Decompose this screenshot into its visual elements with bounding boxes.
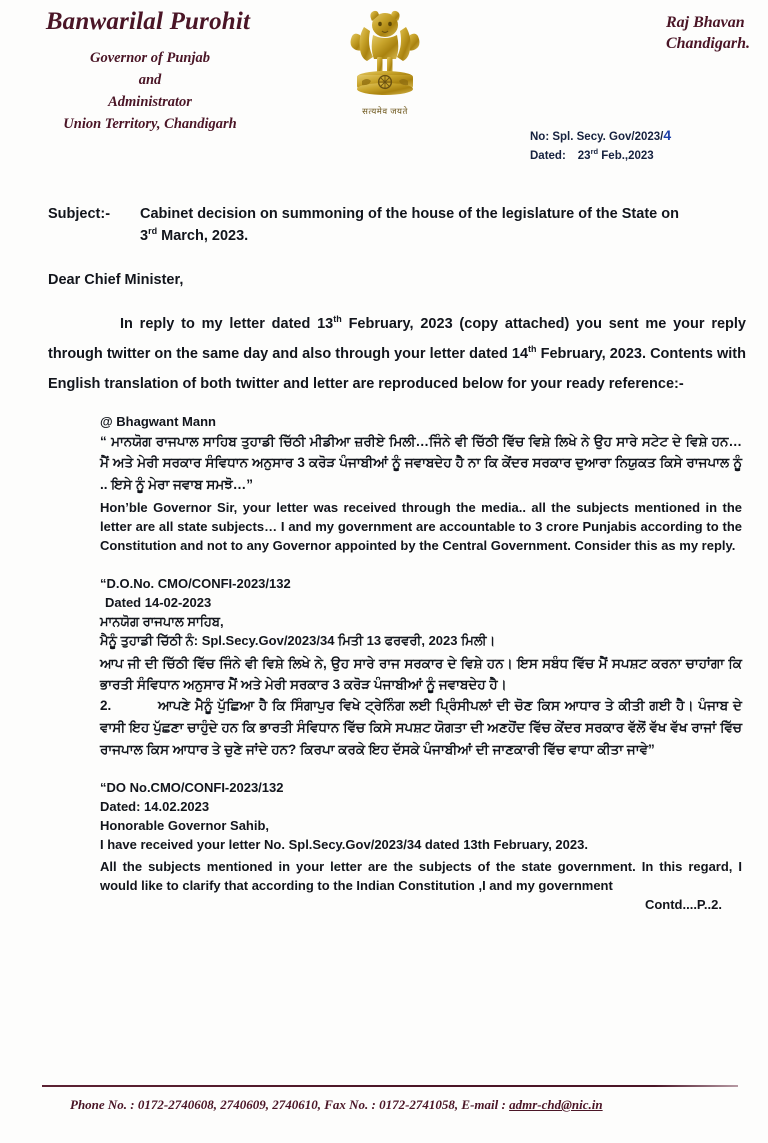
governor-name: Banwarilal Purohit (45, 8, 251, 35)
do-letter-english-header (100, 778, 742, 855)
subject-line-2-rest: March, 2023. (161, 227, 249, 244)
subject-line-2-ordinal: rd (148, 225, 158, 236)
dated-day: 23 (577, 150, 591, 163)
reference-number-line (530, 125, 671, 146)
tweet-gurmukhi-text: “ ਮਾਨਯੋਗ ਰਾਜਪਾਲ ਸਾਹਿਬ ਤੁਹਾਡੀ ਚਿੱਠੀ ਮੀਡੀਆ ਜ਼ਰੀਏ ਮਿਲੀ…ਜਿੰਨੇ ਵੀ ਚਿੱਠੀ ਵਿੱਚ ਵਿਸ਼ੇ ਲਿਖੇ ਨੇ ਉਹ ਸਾਰੇ ਸਟੇਟ ਦੇ ਵਿਸ਼ੇ ਹਨ… ਮੈਂ ਅਤੇ ਮੇਰੀ ਸਰਕਾਰ ਸੰਵਿਧਾਨ ਅਨੁਸਾਰ 3 ਕਰੋੜ ਪੰਜਾਬੀਆਂ ਨੂੰ ਜਵਾਬਦੇਹ ਹੈ ਨਾ ਕਿ ਕੇਂਦਰ ਸਰਕਾਰ ਦੁਆਰਾ ਨਿਯੁਕਤ ਕਿਸੇ ਰਾਜਪਾਲ ਨੂੰ .. ਇਸੇ ਨੂੰ ਮੇਰਾ ਜਵਾਬ ਸਮਝੋ…” (100, 433, 742, 493)
dated-rest: Feb.,2023 (601, 150, 654, 163)
footer-divider (42, 1085, 738, 1087)
dated-label: Dated: (530, 150, 566, 163)
intro-part-3: February, 2023. Contents with English translation of both twitter and letter are reproduced below for your ready reference:- (48, 345, 746, 392)
tweet-english-translation: Hon’ble Governor Sir, your letter was received through the media.. all the subjects mentioned in the letter are all state subjects… I and my government are accountable to 3 crore Punjabis according to the Constitution and not to any Governor appointed by the Central Government. Consider this as my reply. (100, 500, 742, 553)
do-letter-english-line-2: All the subjects mentioned in your letter are the subjects of the state government. In this regard, I would like to clarify that according to the Indian Constitution ,I and my government (100, 858, 742, 893)
designation-line-3: Administrator (108, 93, 192, 110)
do-letter-header (100, 575, 742, 651)
letterhead-left-block (0, 8, 300, 135)
intro-paragraph (48, 310, 746, 400)
continuation-marker: Contd....P..2. (644, 897, 722, 913)
footer-contact-prefix: Phone No. : 0172-2740608, 2740609, 2740610, Fax No. : 0172-2741058, E-mail : (70, 1097, 510, 1112)
subject-label: Subject:- (48, 206, 111, 222)
do-letter-para-1: ਆਪ ਜੀ ਦੀ ਚਿੱਠੀ ਵਿੱਚ ਜਿੰਨੇ ਵੀ ਵਿਸ਼ੇ ਲਿਖੇ ਨੇ, ਉਹ ਸਾਰੇ ਰਾਜ ਸਰਕਾਰ ਦੇ ਵਿਸ਼ੇ ਹਨ। ਇਸ ਸਬੰਧ ਵਿੱਚ ਮੈਂ ਸਪਸ਼ਟ ਕਰਨਾ ਚਾਹਾਂਗਾ ਕਿ ਭਾਰਤੀ ਸੰਵਿਧਾਨ ਅਨੁਸਾਰ ਮੈਂ ਅਤੇ ਮੇਰੀ ਸਰਕਾਰ 3 ਕਰੋੜ ਪੰਜਾਬੀਆਂ ਨੂੰ ਜਵਾਬਦੇਹ ਹੈ। (100, 655, 742, 692)
intro-part-2: February, 2023 (copy attached) you sent me your reply through twitter on the same day and also through your letter dated 14 (48, 315, 746, 362)
place-line-1: Raj Bhavan (665, 14, 745, 31)
reference-number-label: No: Spl. Secy. Gov/2023/ (530, 131, 664, 143)
do-letter-english-salutation: Honorable Governor Sahib, (100, 818, 270, 834)
do-letter-salutation: ਮਾਨਯੋਗ ਰਾਜਪਾਲ ਸਾਹਿਬ, (100, 613, 224, 629)
letter-body (0, 170, 768, 912)
reference-date-line (530, 146, 671, 165)
dated-ordinal: rd (590, 147, 599, 157)
intro-sup-2: th (528, 344, 537, 355)
do-letter-para-2 (100, 695, 742, 761)
salutation: Dear Chief Minister, (48, 271, 184, 288)
do-letter-english-line-1: I have received your letter No. Spl.Secy.Gov/2023/34 dated 13th February, 2023. (100, 837, 588, 853)
subject-line-1: Cabinet decision on summoning of the house of the legislature of the State on (140, 206, 679, 222)
do-letter-dated: Dated 14-02-2023 (105, 594, 212, 610)
governor-designation (0, 47, 300, 135)
designation-line-1: Governor of Punjab (89, 49, 211, 66)
do-letter-english-dated: Dated: 14.02.2023 (100, 799, 210, 815)
do-letter-para-2-number: 2. (100, 698, 112, 714)
reference-number-handwritten: 4 (663, 127, 672, 143)
state-emblem-of-india-icon (320, 5, 450, 117)
designation-line-4: Union Territory, Chandigarh (63, 115, 237, 132)
subject-text (140, 204, 746, 246)
do-letter-ref-line: ਮੈਨੂੰ ਤੁਹਾਡੀ ਚਿੱਠੀ ਨੰ: Spl.Secy.Gov/2023/34 ਮਿਤੀ 13 ਫਰਵਰੀ, 2023 ਮਿਲੀ। (100, 632, 496, 648)
emblem-motto: सत्यमेव जयते (362, 106, 408, 116)
place-line-2: Chandigarh. (665, 35, 750, 53)
tweet-handle: @ Bhagwant Mann (100, 413, 216, 429)
do-letter-english-ref-no: “DO No.CMO/CONFI-2023/132 (100, 779, 284, 795)
intro-part-1: In reply to my letter dated 13 (120, 315, 334, 332)
do-letter-para-2-text: ਆਪਣੇ ਮੈਨੂੰ ਪੁੱਛਿਆ ਹੈ ਕਿ ਸਿੰਗਾਪੁਰ ਵਿਖੇ ਟ੍ਰੇਨਿੰਗ ਲਈ ਪ੍ਰਿੰਸੀਪਲਾਂ ਦੀ ਚੋਣ ਕਿਸ ਆਧਾਰ ਤੇ ਕੀਤੀ ਗਈ ਹੈ। ਪੰਜਾਬ ਦੇ ਵਾਸੀ ਇਹ ਪੁੱਛਣਾ ਚਾਹੁੰਦੇ ਹਨ ਕਿ ਭਾਰਤੀ ਸੰਵਿਧਾਨ ਵਿੱਚ ਕਿਸੇ ਸਪਸ਼ਟ ਯੋਗਤਾ ਦੀ ਅਣਹੋਂਦ ਵਿੱਚ ਕੇਂਦਰ ਸਰਕਾਰ ਵੱਲੋਂ ਵੱਖ ਵੱਖ ਰਾਜਾਂ ਵਿੱਚ ਰਾਜਪਾਲ ਕਿਸ ਆਧਾਰ ਤੇ ਚੁਣੇ ਜਾਂਦੇ ਹਨ? ਕਿਰਪਾ ਕਰਕੇ ਇਹ ਦੱਸਕੇ ਪੰਜਾਬੀਆਂ ਦੀ ਜਾਣਕਾਰੀ ਵਿੱਚ ਵਾਧਾ ਕੀਤਾ ਜਾਵੇ” (100, 698, 742, 757)
do-letter-ref-no: “D.O.No. CMO/CONFI-2023/132 (100, 575, 291, 591)
designation-line-2: and (138, 71, 162, 88)
letter-footer (0, 1085, 768, 1113)
reference-block (530, 125, 671, 165)
do-letter-english-block (100, 778, 742, 913)
do-letter-block (100, 575, 742, 761)
subject-block (48, 204, 746, 246)
intro-sup-1: th (333, 314, 342, 325)
footer-email[interactable]: admr-chd@nic.in (509, 1097, 603, 1112)
footer-contact (42, 1097, 738, 1113)
letterhead (0, 0, 768, 170)
letterhead-place (666, 12, 750, 54)
tweet-quote-block (100, 414, 742, 556)
subject-line-2-day: 3 (140, 227, 149, 244)
